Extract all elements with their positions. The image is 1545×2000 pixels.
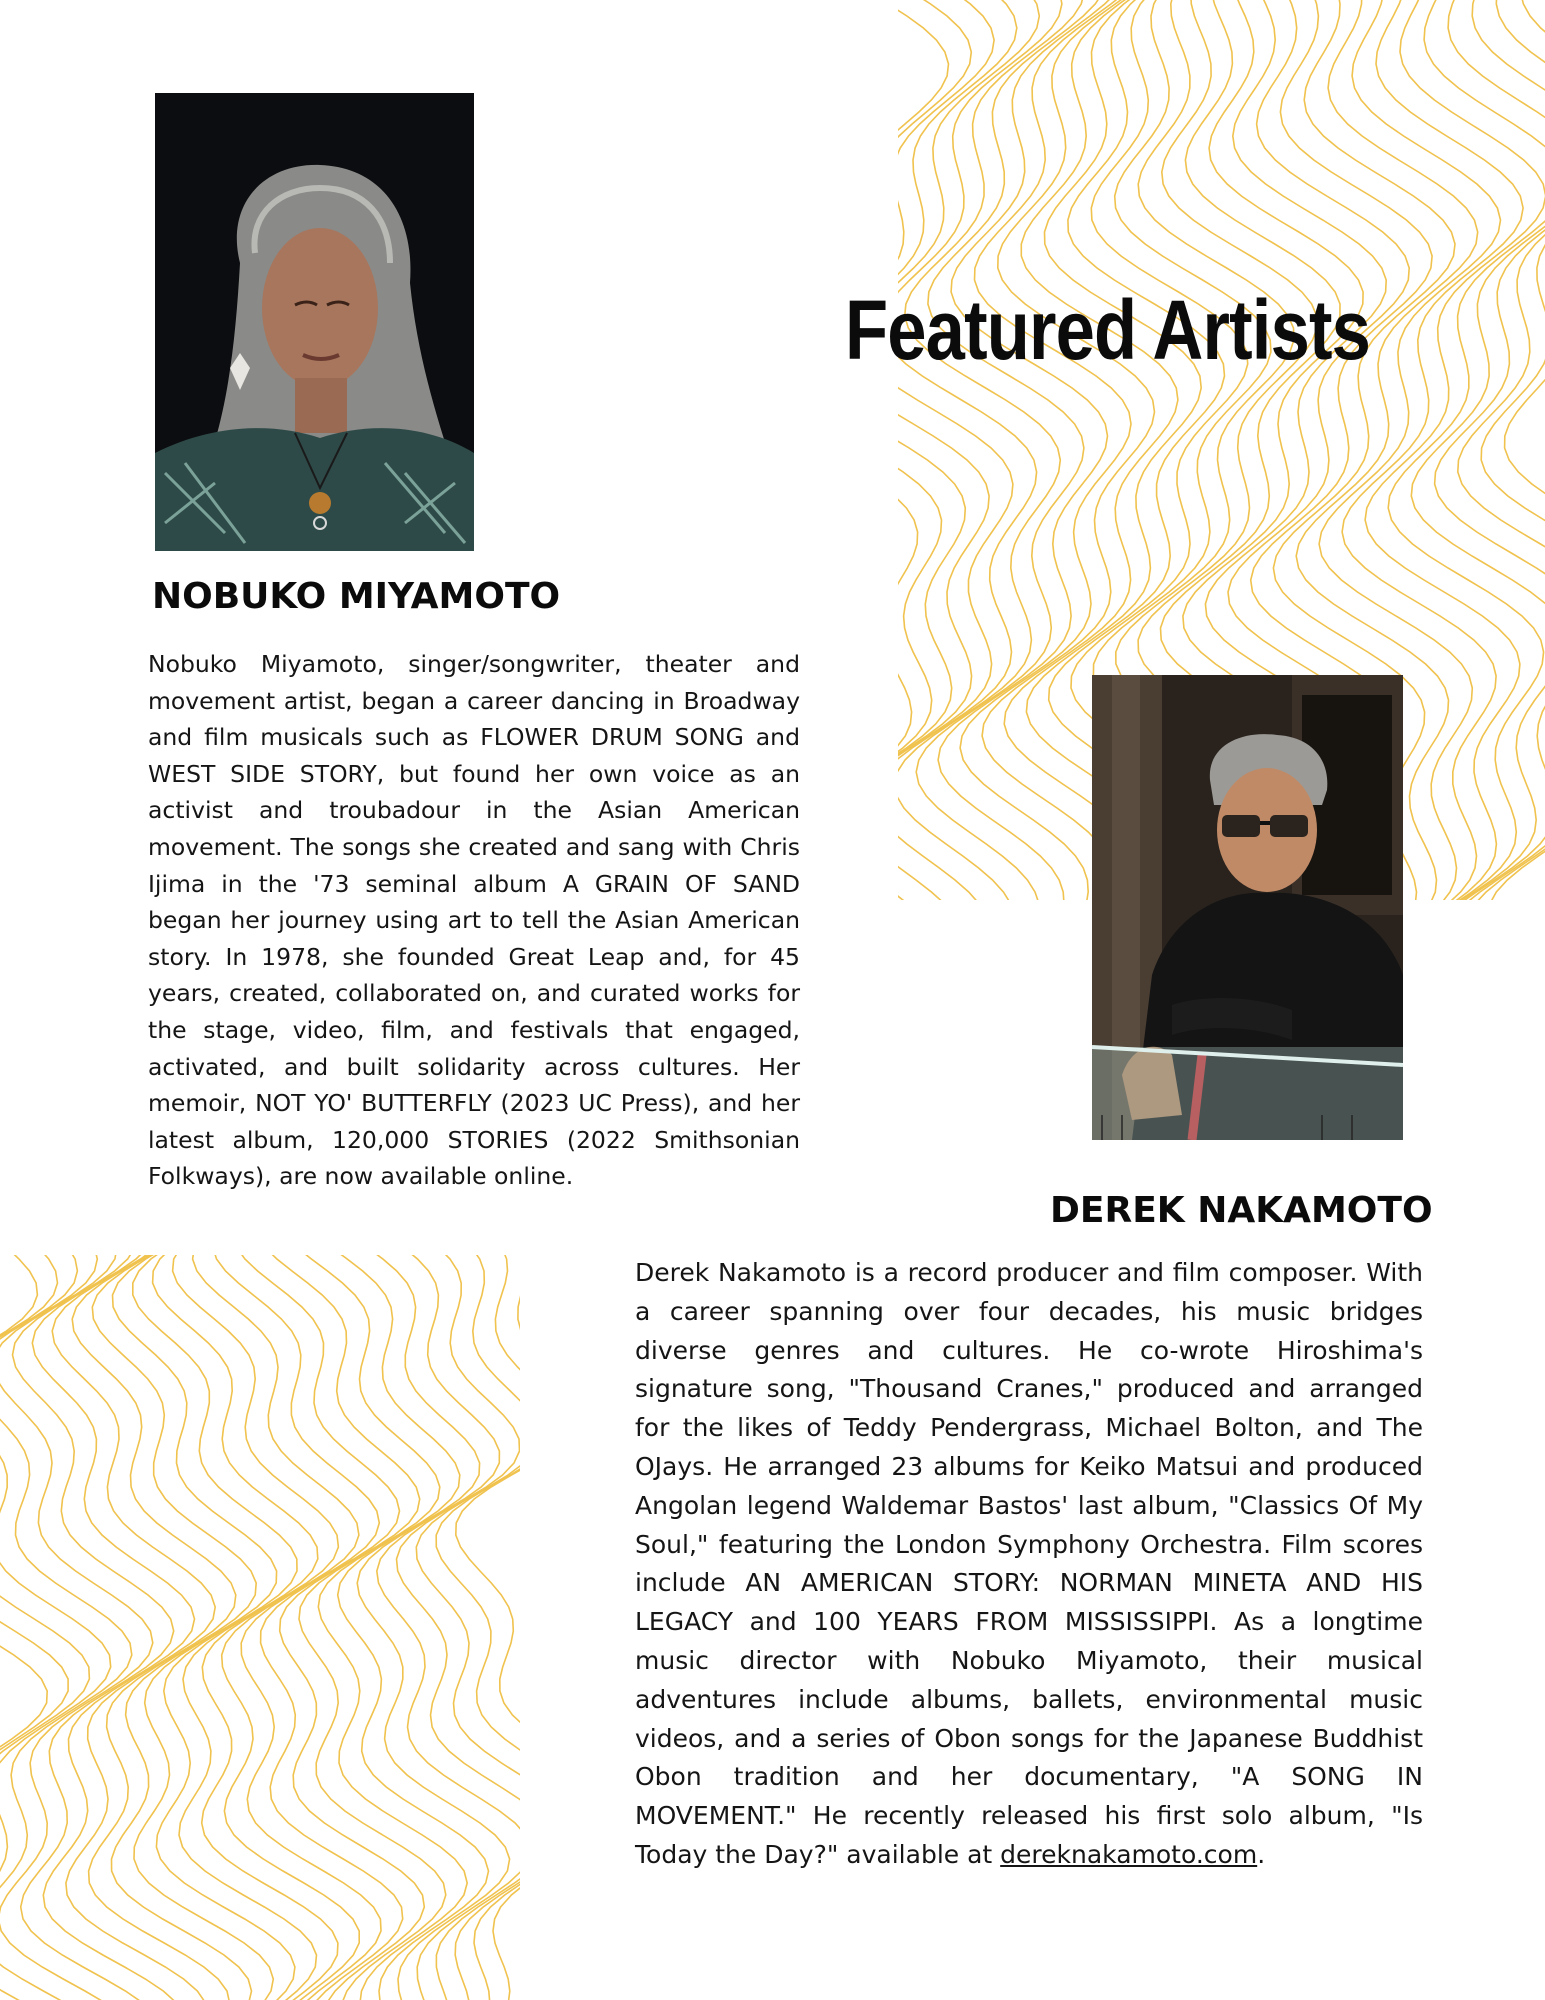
artist-bio-end: . — [1257, 1839, 1266, 1869]
contour-line — [416, 1255, 520, 2000]
contour-line — [916, 0, 1106, 900]
contour-line — [13, 1255, 174, 2000]
page-title: Featured Artists — [845, 283, 1371, 377]
contour-line — [898, 0, 994, 900]
contour-line — [32, 1255, 194, 2000]
artist-bio-text: Derek Nakamoto is a record producer and film composer. With a career spanning over four decades, his music bridges diverse genres and cultures. He co-wrote Hiroshima's signature song, "Thousand Cranes," produced and arranged for the likes of Teddy Pendergrass, Michael Bolton, and The OJays. He arranged 23 albums for Keiko Matsui and produced Angolan legend Waldemar Bastos' last album, "Classics Of My Soul," featuring the London Symphony Orchestra. Film scores include AN AMERICAN STORY: NORMAN MINETA AND HIS LEGACY and 100 YEARS FROM MISSISSIPPI. As a longtime music director with Nobuko Miyamoto, their musical adventures include albums, ballets, environmental music videos, and a series of Obon songs for the Japanese Buddhist Obon tradition and her documentary, "A SONG IN MOVEMENT." He recently released his first solo album, "Is Today the Day?" available at — [635, 1258, 1423, 1869]
contour-line — [377, 1255, 520, 2000]
contour-pattern-bottom-left — [0, 1255, 520, 2000]
contour-line — [213, 1255, 381, 2000]
artist-photo-derek-nakamoto — [1092, 675, 1403, 1140]
contour-line — [52, 1255, 215, 2000]
contour-line — [898, 0, 1084, 900]
contour-line — [1411, 0, 1545, 900]
contour-line — [284, 1255, 446, 2000]
contour-line — [153, 1255, 318, 2000]
contour-line — [113, 1255, 277, 2000]
artist-name-derek-nakamoto: DEREK NAKAMOTO — [1050, 1190, 1433, 1231]
artist-bio-nobuko-miyamoto: Nobuko Miyamoto, singer/songwriter, theater and movement artist, began a career dancing in Broadway and film musicals such as FLOWER DRUM SONG and WEST SIDE STORY, but found her own voice as an activist and troubadour in the Asian American movement. The songs she created and sang with Chris Ijima in the '73 seminal album A GRAIN OF SAND began her journey using art to tell the Asian American story. In 1978, she founded Great Leap and, for 45 years, created, collaborated on, and curated works for the stage, video, film, and festivals that engaged, activated, and built solidarity across cultures. Her memoir, NOT YO' BUTTERFLY (2023 UC Press), and her latest album, 120,000 STORIES (2022 Smithsonian Folkways), are now available online. — [148, 650, 800, 1191]
artist-name-nobuko-miyamoto: NOBUKO MIYAMOTO — [152, 576, 561, 617]
contour-line — [256, 1255, 424, 2000]
contour-line — [898, 0, 1062, 900]
contour-line — [0, 1255, 47, 2000]
artist-bio-derek-nakamoto — [635, 1254, 1423, 1875]
contour-line — [0, 1255, 111, 2000]
website-link[interactable]: dereknakamoto.com — [1000, 1839, 1258, 1869]
contour-line — [1388, 0, 1545, 900]
contour-line — [1435, 0, 1545, 900]
contour-line — [1468, 0, 1545, 900]
artist-photo-nobuko-miyamoto — [155, 93, 474, 551]
contour-line — [0, 1255, 153, 2000]
contour-line — [233, 1255, 403, 2000]
contour-line — [72, 1255, 236, 2000]
contour-line — [0, 1255, 68, 2000]
contour-line — [898, 0, 949, 900]
